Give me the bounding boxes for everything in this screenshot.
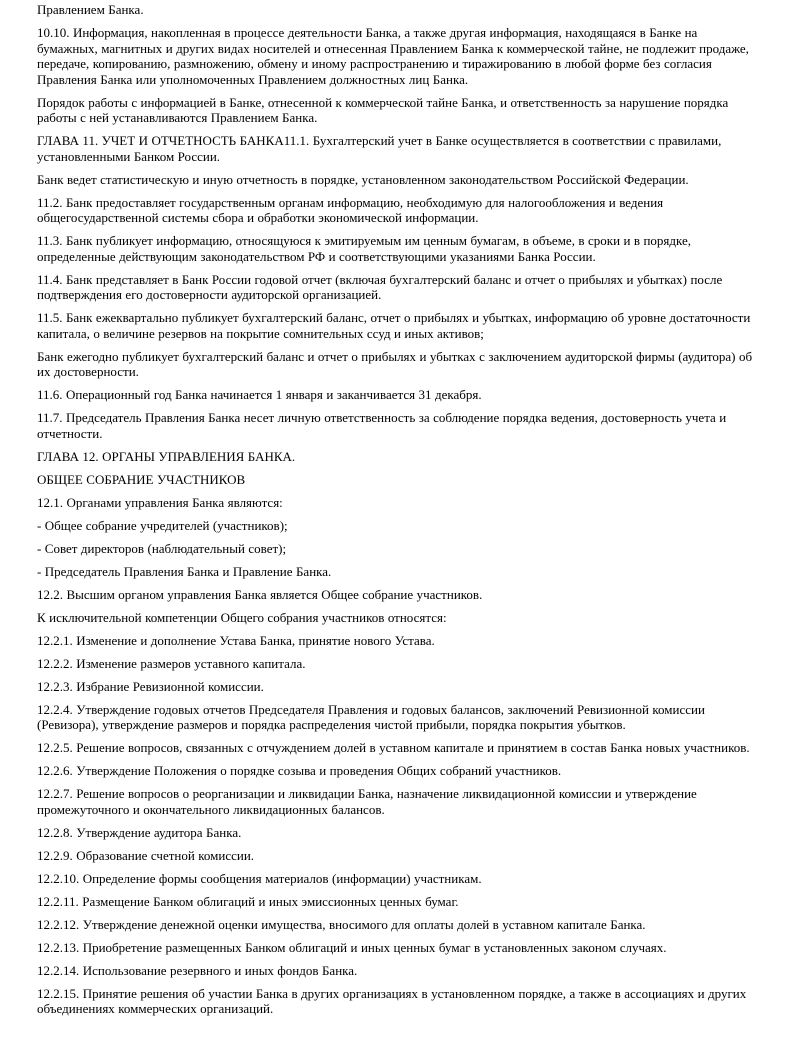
section-heading-general-meeting: ОБЩЕЕ СОБРАНИЕ УЧАСТНИКОВ	[37, 471, 246, 487]
paragraph-12-2-5: 12.2.5. Решение вопросов, связанных с отчуждением долей в уставном капитале и принятием в состав Банка новых участников.	[37, 740, 750, 755]
paragraph-12-2-3: 12.2.3. Избрание Ревизионной комиссии.	[37, 678, 264, 694]
paragraph-12-2-15: 12.2.15. Принятие решения об участии Банка в других организациях в установленном порядке, а также в ассоциациях и других объединениях коммерческих организаций.	[37, 985, 747, 1016]
paragraph-11-2: 11.2. Банк предоставляет государственным органам информацию, необходимую для налогообложения и ведения общегосударственной системы сбора и обработки экономической информации.	[37, 194, 664, 225]
paragraph-annual-balance-publication: Банк ежегодно публикует бухгалтерский баланс и отчет о прибылях и убытках с заключением аудиторской фирмы (аудитора) об их достоверности.	[37, 348, 753, 379]
list-item-general-meeting: - Общее собрание учредителей (участников);	[37, 517, 288, 533]
paragraph-12-2: 12.2. Высшим органом управления Банка является Общее собрание участников.	[37, 586, 483, 602]
paragraph-statistical-reporting: Банк ведет статистическую и иную отчетность в порядке, установленном законодательством Российской Федерации.	[37, 171, 689, 187]
paragraph-11-4: 11.4. Банк представляет в Банк России годовой отчет (включая бухгалтерский баланс и отчет о прибылях и убытках) после подтверждения его достоверности аудиторской организацией.	[37, 271, 723, 302]
paragraph-11-6: 11.6. Операционный год Банка начинается 1 января и заканчивается 31 декабря.	[37, 387, 482, 402]
paragraph-12-1: 12.1. Органами управления Банка являются:	[37, 494, 283, 510]
paragraph-12-2-7: 12.2.7. Решение вопросов о реорганизации и ликвидации Банка, назначение ликвидационной комиссии и утверждение промежуточного и окончательного ликвидационных балансов.	[37, 786, 697, 817]
paragraph-12-2-4: 12.2.4. Утверждение годовых отчетов Председателя Правления и годовых балансов, заключений Ревизионной комиссии (Ревизора), утверждение размеров и порядка распределения чистой прибыли, порядка покрытия убытков.	[37, 701, 705, 732]
paragraph-11-5: 11.5. Банк ежеквартально публикует бухгалтерский баланс, отчет о прибылях и убытках, информацию об уровне достаточности капитала, о величине резервов на покрытие сомнительных ссуд и иных активов;	[37, 310, 751, 341]
list-item-board-of-directors: - Совет директоров (наблюдательный совет);	[37, 540, 287, 556]
paragraph-exclusive-competence-intro: К исключительной компетенции Общего собрания участников относятся:	[37, 609, 447, 625]
paragraph-12-2-8: 12.2.8. Утверждение аудитора Банка.	[37, 824, 242, 840]
paragraph-11-3: 11.3. Банк публикует информацию, относящуюся к эмитируемым им ценным бумагам, в объеме, в сроки и в порядке, определенные действующим законодательством РФ и соответствующими указаниями Банка России.	[37, 233, 692, 264]
paragraph-12-2-11: 12.2.11. Размещение Банком облигаций и иных эмиссионных ценных бумаг.	[37, 893, 459, 909]
paragraph-11-7: 11.7. Председатель Правления Банка несет личную ответственность за соблюдение порядка ведения, достоверность учета и отчетности.	[37, 410, 727, 441]
paragraph-12-2-1: 12.2.1. Изменение и дополнение Устава Банка, принятие нового Устава.	[37, 632, 435, 648]
list-item-chairman-and-board: - Председатель Правления Банка и Правление Банка.	[37, 563, 332, 579]
chapter-11-heading-and-11-1: ГЛАВА 11. УЧЕТ И ОТЧЕТНОСТЬ БАНКА11.1. Бухгалтерский учет в Банке осуществляется в соответствии с правилами, установленными Банком России.	[37, 133, 722, 164]
paragraph-pravleniem-banka-carryover: Правлением Банка.	[37, 2, 144, 17]
paragraph-10-10-commercial-secret: 10.10. Информация, накопленная в процессе деятельности Банка, а также другая информация, находящаяся в Банке на бумажных, магнитных и других видах носителей и отнесенная Правлением Банка к коммерческой тайне, не подлежит продаже, передаче, копированию, размножению, обмену и иному распространению и тиражированию в любой форме без согласия Правления Банка или уполномоченных Правлением должностных лиц Банка.	[37, 25, 749, 87]
paragraph-12-2-2: 12.2.2. Изменение размеров уставного капитала.	[37, 655, 306, 671]
paragraph-12-2-14: 12.2.14. Использование резервного и иных фондов Банка.	[37, 962, 358, 978]
paragraph-12-2-6: 12.2.6. Утверждение Положения о порядке созыва и проведения Общих собраний участников.	[37, 763, 562, 778]
paragraph-info-handling-order: Порядок работы с информацией в Банке, отнесенной к коммерческой тайне Банка, и ответственность за нарушение порядка работы с ней устанавливаются Правлением Банка.	[37, 94, 729, 125]
paragraph-12-2-13: 12.2.13. Приобретение размещенных Банком облигаций и иных ценных бумаг в установленных законом случаях.	[37, 939, 667, 955]
paragraph-12-2-10: 12.2.10. Определение формы сообщения материалов (информации) участникам.	[37, 870, 482, 886]
paragraph-12-2-9: 12.2.9. Образование счетной комиссии.	[37, 847, 255, 863]
chapter-12-heading: ГЛАВА 12. ОРГАНЫ УПРАВЛЕНИЯ БАНКА.	[37, 448, 296, 464]
paragraph-12-2-12: 12.2.12. Утверждение денежной оценки имущества, вносимого для оплаты долей в уставном капитале Банка.	[37, 916, 646, 932]
